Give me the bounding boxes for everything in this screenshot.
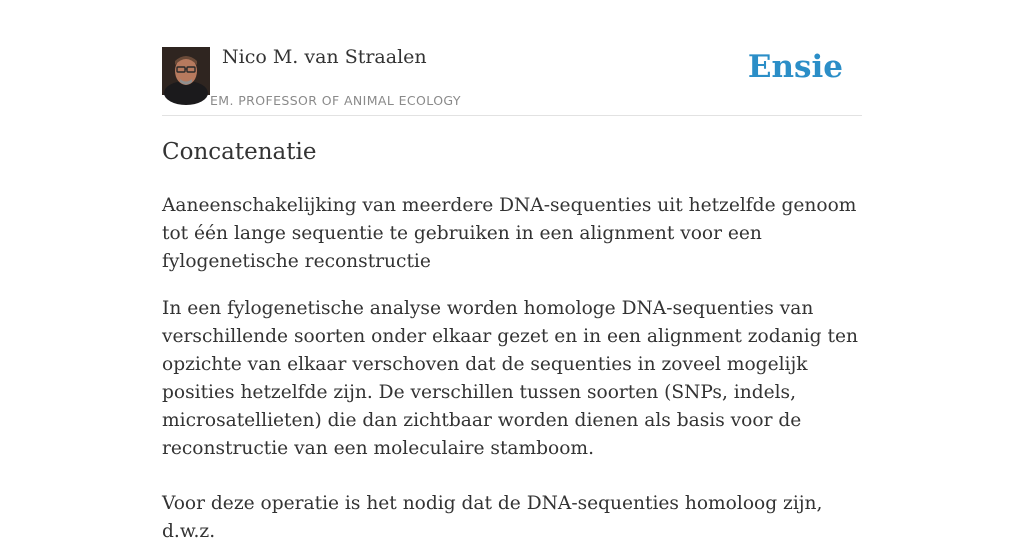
author-avatar[interactable] bbox=[162, 47, 210, 95]
brand-logo[interactable]: Ensie bbox=[747, 49, 843, 85]
entry-header bbox=[162, 0, 862, 116]
author-role: EM. PROFESSOR OF ANIMAL ECOLOGY bbox=[210, 93, 461, 108]
entry-content bbox=[162, 0, 862, 542]
author-portrait-icon bbox=[162, 47, 210, 95]
body-paragraph: Voor deze operatie is het nodig dat de DNA-sequenties homoloog zijn, d.w.z. bbox=[162, 493, 823, 542]
definition-text: Aaneenschakelijking van meerdere DNA-sequenties uit hetzelfde genoom tot één lange sequentie te gebruiken in een alignment voor een fylogenetische reconstructie bbox=[162, 195, 857, 272]
page-title: Concatenatie bbox=[162, 139, 317, 165]
body-paragraph: In een fylogenetische analyse worden homologe DNA-sequenties van verschillende soorten onder elkaar gezet en in een alignment zodanig ten opzichte van elkaar verschoven dat de sequenties in zoveel mogelijk posities hetzelfde zijn. De verschillen tussen soorten (SNPs, indels, microsatellieten) die dan zichtbaar worden dienen als basis voor de reconstructie van een moleculaire stamboom. bbox=[162, 298, 858, 459]
author-name[interactable]: Nico M. van Straalen bbox=[222, 46, 427, 68]
